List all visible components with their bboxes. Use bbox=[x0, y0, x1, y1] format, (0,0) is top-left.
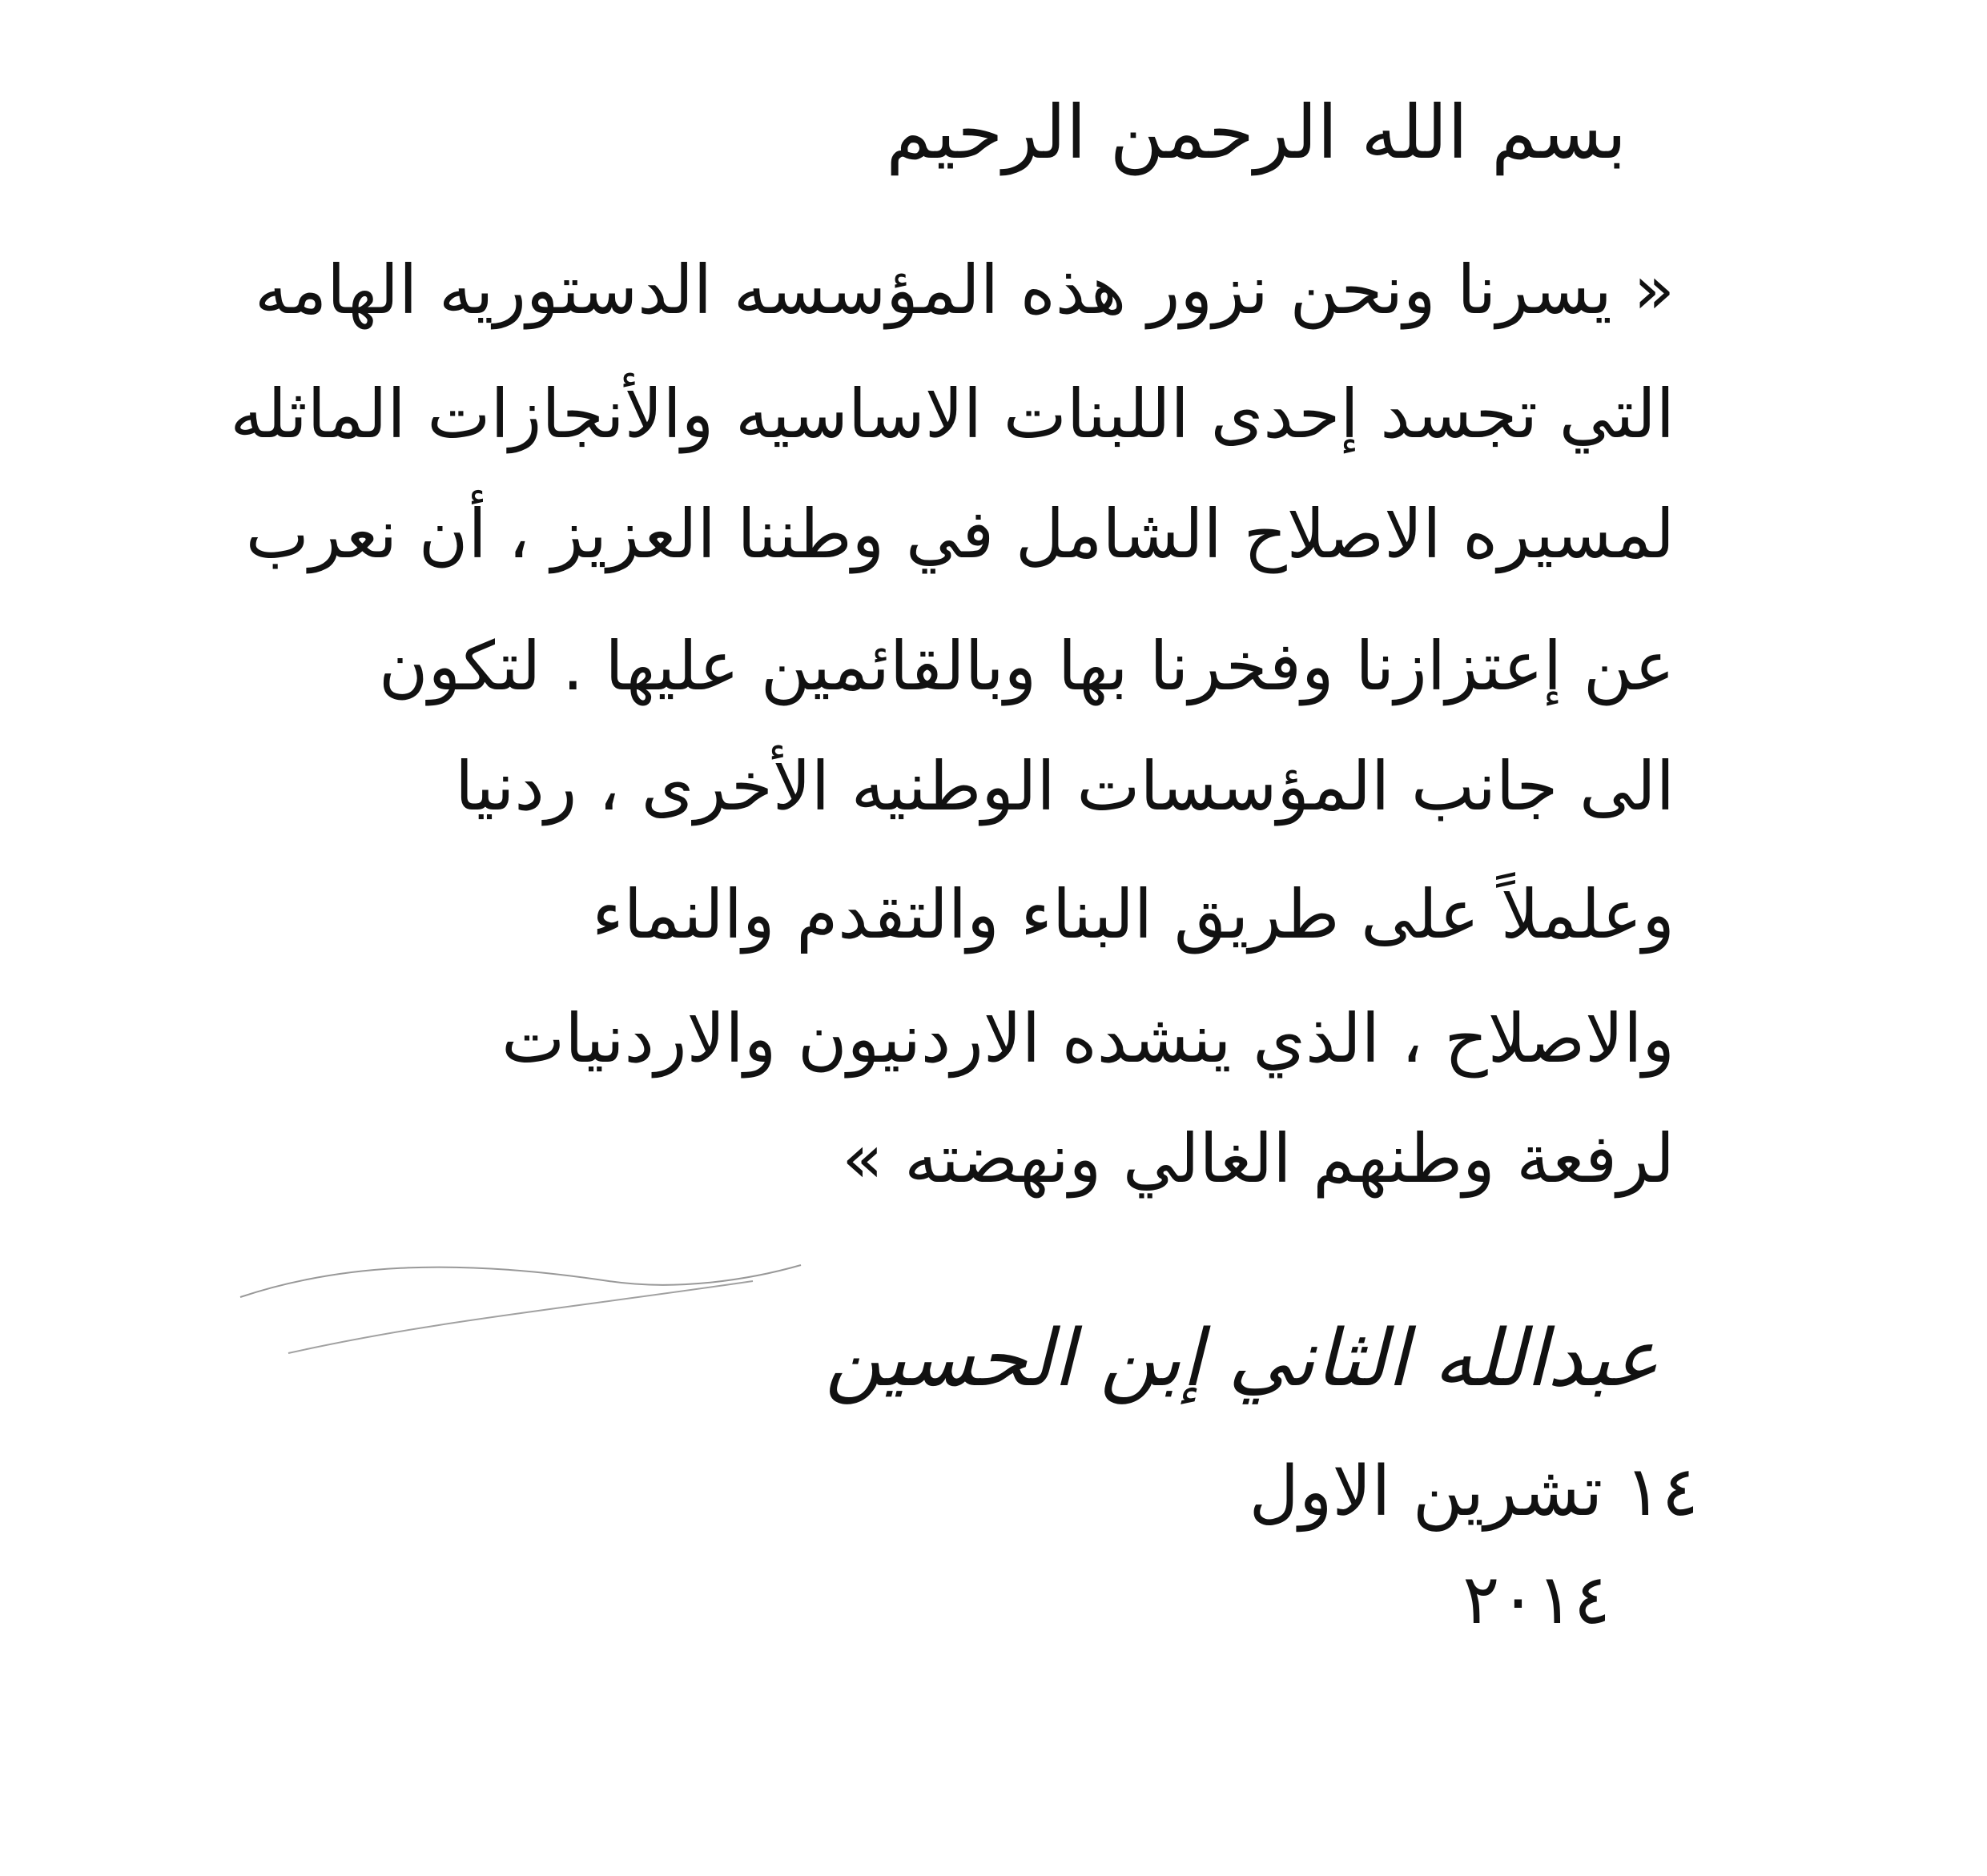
date-year: ٢٠١٤ bbox=[1462, 1560, 1611, 1640]
basmala-heading: بسم الله الرحمن الرحيم bbox=[886, 90, 1627, 175]
letter-line-2: التي تجسد إحدى اللبنات الاساسيه والأنجازات الماثله bbox=[230, 375, 1675, 453]
letter-line-1: « يسرنا ونحن نزور هذه المؤسسه الدستوريه الهامه bbox=[255, 251, 1675, 329]
letter-line-8: لرفعة وطنهم الغالي ونهضته » bbox=[842, 1119, 1675, 1198]
signature-text: عبدالله الثاني إبن الحسين bbox=[825, 1313, 1659, 1404]
handwritten-signature bbox=[192, 1233, 1659, 1441]
letter-line-7: والاصلاح ، الذي ينشده الاردنيون والاردنيات bbox=[501, 999, 1675, 1078]
date-day-month: ١٤ تشرين الاول bbox=[1249, 1452, 1699, 1532]
letter-line-6: وعلملاً على طريق البناء والتقدم والنماء bbox=[592, 875, 1675, 954]
letter-line-3: لمسيره الاصلاح الشامل في وطننا العزيز ، أن نعرب bbox=[245, 495, 1675, 573]
letter-line-5: الى جانب المؤسسات الوطنيه الأخرى ، ردنيا bbox=[455, 747, 1675, 826]
letter-line-4: عن إعتزازنا وفخرنا بها وبالقائمين عليها . لتكون bbox=[378, 627, 1675, 705]
